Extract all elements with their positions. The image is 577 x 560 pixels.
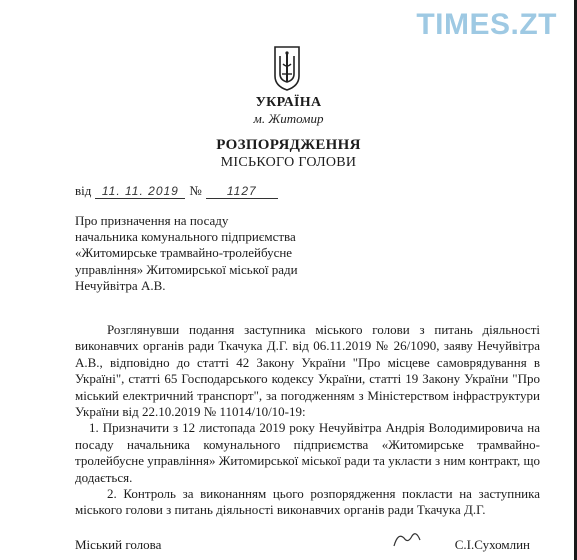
subject-line: «Житомирське трамвайно-тролейбусне [75, 245, 293, 261]
handwritten-signature-icon [390, 528, 430, 552]
date-from-label: від [75, 183, 92, 198]
city-name: м. Житомир [253, 111, 324, 126]
document-body [75, 322, 540, 519]
order-item-2: 2. Контроль за виконанням цього розпорядження покласти на заступника міського голови з питань діяльності виконавчих органів ради Ткачука Д.Г. [75, 486, 540, 518]
document-type: РОЗПОРЯДЖЕННЯ [216, 137, 361, 153]
subject-line: начальника комунального підприємства [75, 229, 296, 245]
signatory-name: С.І.Сухомлин [454, 537, 530, 552]
watermark-logo: TIMES.ZT [416, 8, 557, 41]
document-date: 11. 11. 2019 [95, 184, 185, 199]
dateline [75, 183, 278, 199]
subject-line: Нечуйвітра А.В. [75, 277, 166, 293]
country-heading: УКРАЇНА [255, 95, 322, 110]
document-type-subtitle: МІСЬКОГО ГОЛОВИ [220, 155, 357, 170]
subject-line: управління» Житомирської міської ради [75, 261, 298, 277]
document-number: 1127 [206, 184, 278, 199]
signatory-title: Міський голова [75, 537, 162, 552]
trident-emblem-icon [272, 44, 302, 92]
order-item-1: 1. Призначити з 12 листопада 2019 року Нечуйвітра Андрія Володимировича на посаду начальника комунального підприємства «Житомирське трамвайно-тролейбусне управління» Житомирської міської ради та укласти з ним контракт, що додається. [75, 420, 540, 485]
preamble-paragraph: Розглянувши подання заступника міського голови з питань діяльності виконавчих органів ради Ткачука Д.Г. від 06.11.2019 № 26/1090, заяву Нечуйвітра А.В., відповідно до статті 42 Закону України "Про місцеве самоврядування в Україні", статті 65 Господарського кодексу України, статті 19 Закону України "Про міський електричний транспорт", за погодженням з Міністерством інфраструктури України від 22.10.2019 № 11014/10/10-19: [75, 322, 540, 420]
subject-block [75, 213, 298, 294]
number-label: № [189, 183, 202, 198]
subject-line: Про призначення на посаду [75, 213, 229, 228]
